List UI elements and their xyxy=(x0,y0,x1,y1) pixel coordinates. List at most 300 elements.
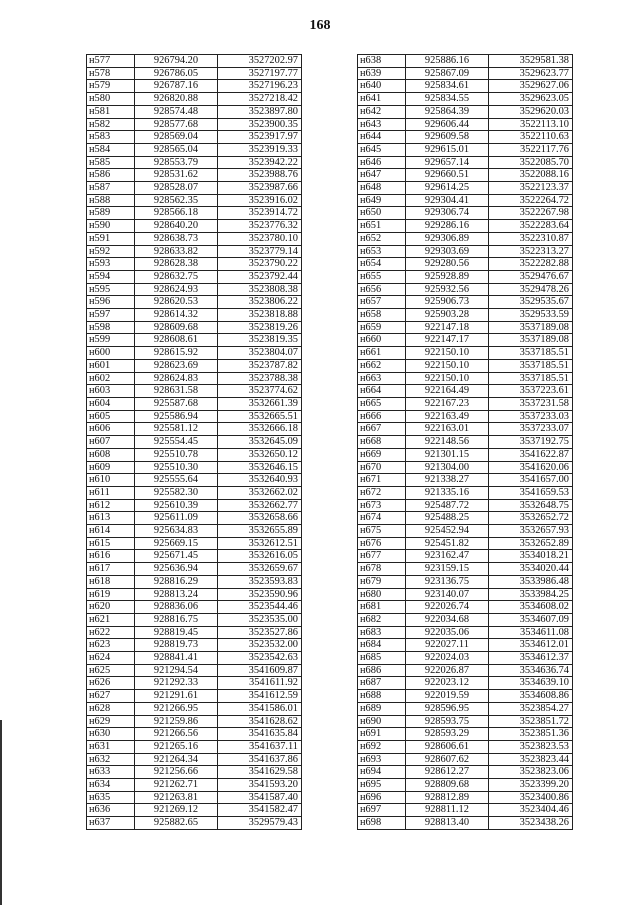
point-id-cell: н636 xyxy=(87,804,135,817)
x-coordinate-cell: 928812.89 xyxy=(406,791,489,804)
y-coordinate-cell: 3522282.88 xyxy=(489,258,573,271)
table-row xyxy=(358,182,573,195)
x-coordinate-cell: 925903.28 xyxy=(406,309,489,322)
table-row xyxy=(87,461,302,474)
y-coordinate-cell: 3523919.33 xyxy=(218,143,302,156)
y-coordinate-cell: 3522113.10 xyxy=(489,118,573,131)
y-coordinate-cell: 3523438.26 xyxy=(489,817,573,830)
y-coordinate-cell: 3541587.40 xyxy=(218,791,302,804)
table-row xyxy=(87,728,302,741)
x-coordinate-cell: 925611.09 xyxy=(135,512,218,525)
x-coordinate-cell: 923140.07 xyxy=(406,588,489,601)
y-coordinate-cell: 3529535.67 xyxy=(489,296,573,309)
table-row xyxy=(358,372,573,385)
y-coordinate-cell: 3541620.06 xyxy=(489,461,573,474)
page-number: 168 xyxy=(309,18,331,33)
point-id-cell: н639 xyxy=(358,67,406,80)
table-row xyxy=(358,779,573,792)
x-coordinate-cell: 921263.81 xyxy=(135,791,218,804)
point-id-cell: н688 xyxy=(358,690,406,703)
x-coordinate-cell: 925488.25 xyxy=(406,512,489,525)
point-id-cell: н644 xyxy=(358,131,406,144)
table-row xyxy=(87,80,302,93)
y-coordinate-cell: 3522117.76 xyxy=(489,143,573,156)
y-coordinate-cell: 3537189.08 xyxy=(489,321,573,334)
point-id-cell: н651 xyxy=(358,220,406,233)
table-row xyxy=(87,105,302,118)
x-coordinate-cell: 928624.93 xyxy=(135,283,218,296)
x-coordinate-cell: 928607.62 xyxy=(406,753,489,766)
x-coordinate-cell: 925906.73 xyxy=(406,296,489,309)
point-id-cell: н697 xyxy=(358,804,406,817)
point-id-cell: н580 xyxy=(87,93,135,106)
x-coordinate-cell: 928638.73 xyxy=(135,232,218,245)
point-id-cell: н672 xyxy=(358,486,406,499)
x-coordinate-cell: 928609.68 xyxy=(135,321,218,334)
table-row xyxy=(358,397,573,410)
table-row xyxy=(87,740,302,753)
table-row xyxy=(358,55,573,68)
x-coordinate-cell: 925510.78 xyxy=(135,448,218,461)
x-coordinate-cell: 921304.00 xyxy=(406,461,489,474)
table-row xyxy=(87,118,302,131)
x-coordinate-cell: 928813.24 xyxy=(135,588,218,601)
table-row xyxy=(87,550,302,563)
table-row xyxy=(358,499,573,512)
table-row xyxy=(358,194,573,207)
x-coordinate-cell: 925555.64 xyxy=(135,474,218,487)
y-coordinate-cell: 3523819.35 xyxy=(218,334,302,347)
point-id-cell: н696 xyxy=(358,791,406,804)
point-id-cell: н629 xyxy=(87,715,135,728)
x-coordinate-cell: 925586.94 xyxy=(135,410,218,423)
scan-edge-mark xyxy=(0,720,2,905)
x-coordinate-cell: 925834.55 xyxy=(406,93,489,106)
x-coordinate-cell: 928633.82 xyxy=(135,245,218,258)
table-row xyxy=(358,359,573,372)
x-coordinate-cell: 921338.27 xyxy=(406,474,489,487)
point-id-cell: н598 xyxy=(87,321,135,334)
x-coordinate-cell: 923136.75 xyxy=(406,575,489,588)
table-row xyxy=(358,613,573,626)
table-row xyxy=(358,525,573,538)
point-id-cell: н669 xyxy=(358,448,406,461)
table-row xyxy=(358,131,573,144)
table-row xyxy=(87,436,302,449)
x-coordinate-cell: 921301.15 xyxy=(406,448,489,461)
point-id-cell: н650 xyxy=(358,207,406,220)
point-id-cell: н614 xyxy=(87,525,135,538)
table-row xyxy=(358,474,573,487)
x-coordinate-cell: 928596.95 xyxy=(406,702,489,715)
table-row xyxy=(87,626,302,639)
y-coordinate-cell: 3537185.51 xyxy=(489,347,573,360)
y-coordinate-cell: 3534018.21 xyxy=(489,550,573,563)
x-coordinate-cell: 926794.20 xyxy=(135,55,218,68)
y-coordinate-cell: 3533986.48 xyxy=(489,575,573,588)
y-coordinate-cell: 3522123.37 xyxy=(489,182,573,195)
point-id-cell: н597 xyxy=(87,309,135,322)
coordinates-table-left xyxy=(86,54,302,830)
point-id-cell: н582 xyxy=(87,118,135,131)
table-row xyxy=(358,690,573,703)
y-coordinate-cell: 3532662.02 xyxy=(218,486,302,499)
x-coordinate-cell: 928593.75 xyxy=(406,715,489,728)
y-coordinate-cell: 3532658.66 xyxy=(218,512,302,525)
y-coordinate-cell: 3523780.10 xyxy=(218,232,302,245)
point-id-cell: н660 xyxy=(358,334,406,347)
table-row xyxy=(87,410,302,423)
table-row xyxy=(87,563,302,576)
point-id-cell: н621 xyxy=(87,613,135,626)
x-coordinate-cell: 922034.68 xyxy=(406,613,489,626)
table-row xyxy=(358,410,573,423)
table-row xyxy=(358,715,573,728)
point-id-cell: н618 xyxy=(87,575,135,588)
x-coordinate-cell: 922023.12 xyxy=(406,677,489,690)
table-row xyxy=(87,474,302,487)
table-row xyxy=(87,220,302,233)
y-coordinate-cell: 3534636.74 xyxy=(489,664,573,677)
point-id-cell: н684 xyxy=(358,639,406,652)
point-id-cell: н649 xyxy=(358,194,406,207)
x-coordinate-cell: 925864.39 xyxy=(406,105,489,118)
y-coordinate-cell: 3541628.62 xyxy=(218,715,302,728)
point-id-cell: н589 xyxy=(87,207,135,220)
point-id-cell: н659 xyxy=(358,321,406,334)
table-row xyxy=(358,143,573,156)
point-id-cell: н596 xyxy=(87,296,135,309)
point-id-cell: н642 xyxy=(358,105,406,118)
table-row xyxy=(358,601,573,614)
point-id-cell: н606 xyxy=(87,423,135,436)
x-coordinate-cell: 928528.07 xyxy=(135,182,218,195)
point-id-cell: н593 xyxy=(87,258,135,271)
table-row xyxy=(87,677,302,690)
point-id-cell: н674 xyxy=(358,512,406,525)
table-row xyxy=(87,93,302,106)
x-coordinate-cell: 925554.45 xyxy=(135,436,218,449)
table-row xyxy=(87,753,302,766)
point-id-cell: н664 xyxy=(358,385,406,398)
table-row xyxy=(87,817,302,830)
x-coordinate-cell: 928813.40 xyxy=(406,817,489,830)
point-id-cell: н679 xyxy=(358,575,406,588)
table-row xyxy=(358,563,573,576)
y-coordinate-cell: 3541637.11 xyxy=(218,740,302,753)
y-coordinate-cell: 3523818.88 xyxy=(218,309,302,322)
y-coordinate-cell: 3523806.22 xyxy=(218,296,302,309)
x-coordinate-cell: 921335.16 xyxy=(406,486,489,499)
point-id-cell: н675 xyxy=(358,525,406,538)
table-row xyxy=(358,423,573,436)
x-coordinate-cell: 921292.33 xyxy=(135,677,218,690)
y-coordinate-cell: 3529623.05 xyxy=(489,93,573,106)
point-id-cell: н654 xyxy=(358,258,406,271)
y-coordinate-cell: 3523942.22 xyxy=(218,156,302,169)
y-coordinate-cell: 3523819.26 xyxy=(218,321,302,334)
y-coordinate-cell: 3523535.00 xyxy=(218,613,302,626)
y-coordinate-cell: 3523851.72 xyxy=(489,715,573,728)
point-id-cell: н577 xyxy=(87,55,135,68)
y-coordinate-cell: 3523900.35 xyxy=(218,118,302,131)
table-row xyxy=(358,486,573,499)
table-row xyxy=(358,512,573,525)
point-id-cell: н607 xyxy=(87,436,135,449)
point-id-cell: н698 xyxy=(358,817,406,830)
x-coordinate-cell: 925834.61 xyxy=(406,80,489,93)
point-id-cell: н634 xyxy=(87,779,135,792)
table-row xyxy=(87,169,302,182)
y-coordinate-cell: 3537223.61 xyxy=(489,385,573,398)
point-id-cell: н657 xyxy=(358,296,406,309)
table-row xyxy=(87,448,302,461)
point-id-cell: н620 xyxy=(87,601,135,614)
y-coordinate-cell: 3534607.09 xyxy=(489,613,573,626)
y-coordinate-cell: 3523808.38 xyxy=(218,283,302,296)
point-id-cell: н581 xyxy=(87,105,135,118)
point-id-cell: н609 xyxy=(87,461,135,474)
table-row xyxy=(87,423,302,436)
x-coordinate-cell: 925581.12 xyxy=(135,423,218,436)
y-coordinate-cell: 3534639.10 xyxy=(489,677,573,690)
point-id-cell: н645 xyxy=(358,143,406,156)
y-coordinate-cell: 3534612.01 xyxy=(489,639,573,652)
point-id-cell: н615 xyxy=(87,537,135,550)
point-id-cell: н678 xyxy=(358,563,406,576)
y-coordinate-cell: 3523590.96 xyxy=(218,588,302,601)
y-coordinate-cell: 3523400.86 xyxy=(489,791,573,804)
x-coordinate-cell: 922026.87 xyxy=(406,664,489,677)
x-coordinate-cell: 925582.30 xyxy=(135,486,218,499)
point-id-cell: н641 xyxy=(358,93,406,106)
table-row xyxy=(87,499,302,512)
y-coordinate-cell: 3529581.38 xyxy=(489,55,573,68)
table-row xyxy=(87,652,302,665)
y-coordinate-cell: 3523788.38 xyxy=(218,372,302,385)
table-row xyxy=(87,296,302,309)
x-coordinate-cell: 922019.59 xyxy=(406,690,489,703)
table-row xyxy=(358,817,573,830)
y-coordinate-cell: 3534608.02 xyxy=(489,601,573,614)
y-coordinate-cell: 3532640.93 xyxy=(218,474,302,487)
table-row xyxy=(358,550,573,563)
table-row xyxy=(358,169,573,182)
point-id-cell: н695 xyxy=(358,779,406,792)
x-coordinate-cell: 925587.68 xyxy=(135,397,218,410)
y-coordinate-cell: 3522088.16 xyxy=(489,169,573,182)
table-row xyxy=(87,67,302,80)
point-id-cell: н599 xyxy=(87,334,135,347)
table-row xyxy=(87,766,302,779)
y-coordinate-cell: 3537189.08 xyxy=(489,334,573,347)
y-coordinate-cell: 3541611.92 xyxy=(218,677,302,690)
point-id-cell: н631 xyxy=(87,740,135,753)
x-coordinate-cell: 928614.32 xyxy=(135,309,218,322)
table-row xyxy=(358,309,573,322)
table-row xyxy=(87,258,302,271)
y-coordinate-cell: 3522313.27 xyxy=(489,245,573,258)
x-coordinate-cell: 925636.94 xyxy=(135,563,218,576)
point-id-cell: н689 xyxy=(358,702,406,715)
y-coordinate-cell: 3522110.63 xyxy=(489,131,573,144)
table-row xyxy=(87,232,302,245)
table-row xyxy=(358,93,573,106)
y-coordinate-cell: 3523527.86 xyxy=(218,626,302,639)
table-row xyxy=(358,67,573,80)
x-coordinate-cell: 922027.11 xyxy=(406,639,489,652)
point-id-cell: н579 xyxy=(87,80,135,93)
point-id-cell: н658 xyxy=(358,309,406,322)
table-row xyxy=(358,283,573,296)
y-coordinate-cell: 3537231.58 xyxy=(489,397,573,410)
table-row xyxy=(87,588,302,601)
y-coordinate-cell: 3523774.62 xyxy=(218,385,302,398)
table-row xyxy=(358,385,573,398)
x-coordinate-cell: 922163.49 xyxy=(406,410,489,423)
table-row xyxy=(358,156,573,169)
x-coordinate-cell: 923162.47 xyxy=(406,550,489,563)
table-row xyxy=(87,309,302,322)
point-id-cell: н640 xyxy=(358,80,406,93)
table-row xyxy=(358,296,573,309)
y-coordinate-cell: 3529478.26 xyxy=(489,283,573,296)
x-coordinate-cell: 928632.75 xyxy=(135,270,218,283)
y-coordinate-cell: 3541586.01 xyxy=(218,702,302,715)
y-coordinate-cell: 3523792.44 xyxy=(218,270,302,283)
y-coordinate-cell: 3532661.39 xyxy=(218,397,302,410)
y-coordinate-cell: 3532616.05 xyxy=(218,550,302,563)
point-id-cell: н601 xyxy=(87,359,135,372)
y-coordinate-cell: 3541635.84 xyxy=(218,728,302,741)
point-id-cell: н586 xyxy=(87,169,135,182)
y-coordinate-cell: 3532645.09 xyxy=(218,436,302,449)
point-id-cell: н646 xyxy=(358,156,406,169)
y-coordinate-cell: 3532652.89 xyxy=(489,537,573,550)
x-coordinate-cell: 928623.69 xyxy=(135,359,218,372)
x-coordinate-cell: 929303.69 xyxy=(406,245,489,258)
point-id-cell: н635 xyxy=(87,791,135,804)
table-row xyxy=(358,639,573,652)
y-coordinate-cell: 3537233.07 xyxy=(489,423,573,436)
x-coordinate-cell: 928574.48 xyxy=(135,105,218,118)
y-coordinate-cell: 3523987.66 xyxy=(218,182,302,195)
table-row xyxy=(358,702,573,715)
x-coordinate-cell: 926820.88 xyxy=(135,93,218,106)
y-coordinate-cell: 3523916.02 xyxy=(218,194,302,207)
table-row xyxy=(358,626,573,639)
y-coordinate-cell: 3532657.93 xyxy=(489,525,573,538)
point-id-cell: н594 xyxy=(87,270,135,283)
table-row xyxy=(358,537,573,550)
table-row xyxy=(87,283,302,296)
y-coordinate-cell: 3529620.03 xyxy=(489,105,573,118)
y-coordinate-cell: 3522283.64 xyxy=(489,220,573,233)
y-coordinate-cell: 3523804.07 xyxy=(218,347,302,360)
table-row xyxy=(87,486,302,499)
y-coordinate-cell: 3527218.42 xyxy=(218,93,302,106)
y-coordinate-cell: 3523790.22 xyxy=(218,258,302,271)
table-row xyxy=(87,804,302,817)
point-id-cell: н616 xyxy=(87,550,135,563)
y-coordinate-cell: 3532659.67 xyxy=(218,563,302,576)
point-id-cell: н680 xyxy=(358,588,406,601)
table-row xyxy=(358,448,573,461)
y-coordinate-cell: 3523779.14 xyxy=(218,245,302,258)
point-id-cell: н661 xyxy=(358,347,406,360)
y-coordinate-cell: 3532665.51 xyxy=(218,410,302,423)
y-coordinate-cell: 3537192.75 xyxy=(489,436,573,449)
table-row xyxy=(87,664,302,677)
table-row xyxy=(87,779,302,792)
table-row xyxy=(87,245,302,258)
point-id-cell: н656 xyxy=(358,283,406,296)
x-coordinate-cell: 928628.38 xyxy=(135,258,218,271)
x-coordinate-cell: 928531.62 xyxy=(135,169,218,182)
point-id-cell: н693 xyxy=(358,753,406,766)
y-coordinate-cell: 3534608.86 xyxy=(489,690,573,703)
y-coordinate-cell: 3527197.77 xyxy=(218,67,302,80)
y-coordinate-cell: 3541609.87 xyxy=(218,664,302,677)
table-row xyxy=(87,575,302,588)
x-coordinate-cell: 929660.51 xyxy=(406,169,489,182)
x-coordinate-cell: 928562.35 xyxy=(135,194,218,207)
x-coordinate-cell: 928809.68 xyxy=(406,779,489,792)
x-coordinate-cell: 929304.41 xyxy=(406,194,489,207)
x-coordinate-cell: 929609.58 xyxy=(406,131,489,144)
x-coordinate-cell: 928608.61 xyxy=(135,334,218,347)
table-row xyxy=(358,436,573,449)
y-coordinate-cell: 3534611.08 xyxy=(489,626,573,639)
table-row xyxy=(358,321,573,334)
y-coordinate-cell: 3523776.32 xyxy=(218,220,302,233)
x-coordinate-cell: 925882.65 xyxy=(135,817,218,830)
table-row xyxy=(358,740,573,753)
point-id-cell: н602 xyxy=(87,372,135,385)
table-row xyxy=(87,55,302,68)
table-row xyxy=(87,537,302,550)
x-coordinate-cell: 926787.16 xyxy=(135,80,218,93)
point-id-cell: н632 xyxy=(87,753,135,766)
coordinates-table-right xyxy=(357,54,573,830)
table-row xyxy=(358,105,573,118)
x-coordinate-cell: 928566.18 xyxy=(135,207,218,220)
x-coordinate-cell: 925932.56 xyxy=(406,283,489,296)
table-row xyxy=(87,385,302,398)
table-row xyxy=(358,461,573,474)
point-id-cell: н673 xyxy=(358,499,406,512)
point-id-cell: н633 xyxy=(87,766,135,779)
y-coordinate-cell: 3529623.77 xyxy=(489,67,573,80)
point-id-cell: н687 xyxy=(358,677,406,690)
y-coordinate-cell: 3541657.00 xyxy=(489,474,573,487)
point-id-cell: н605 xyxy=(87,410,135,423)
point-id-cell: н652 xyxy=(358,232,406,245)
y-coordinate-cell: 3532646.15 xyxy=(218,461,302,474)
y-coordinate-cell: 3523542.63 xyxy=(218,652,302,665)
x-coordinate-cell: 922148.56 xyxy=(406,436,489,449)
table-row xyxy=(87,194,302,207)
point-id-cell: н595 xyxy=(87,283,135,296)
point-id-cell: н694 xyxy=(358,766,406,779)
x-coordinate-cell: 921269.12 xyxy=(135,804,218,817)
x-coordinate-cell: 928631.58 xyxy=(135,385,218,398)
x-coordinate-cell: 928624.83 xyxy=(135,372,218,385)
table-row xyxy=(358,652,573,665)
y-coordinate-cell: 3532662.77 xyxy=(218,499,302,512)
y-coordinate-cell: 3523823.06 xyxy=(489,766,573,779)
point-id-cell: н603 xyxy=(87,385,135,398)
